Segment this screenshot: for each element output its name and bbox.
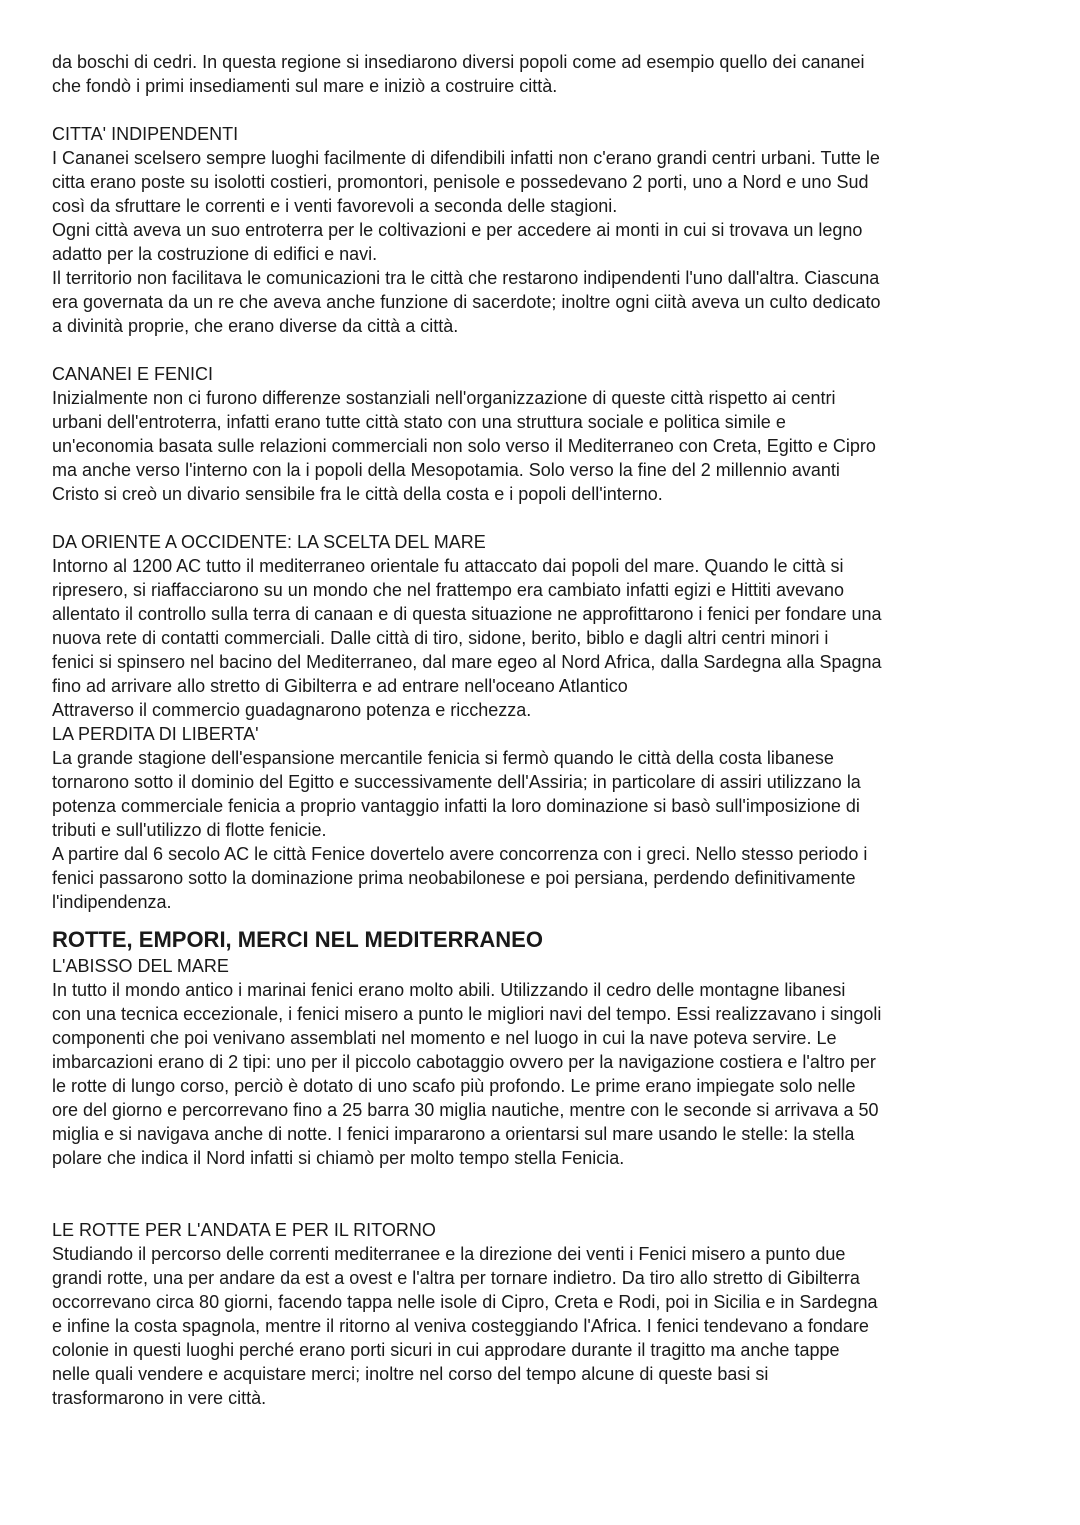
text-line: nelle quali vendere e acquistare merci; inoltre nel corso del tempo alcune di queste basi si	[52, 1364, 769, 1384]
text-line: ma anche verso l'interno con la i popoli della Mesopotamia. Solo verso la fine del 2 millennio avanti	[52, 460, 840, 480]
text-line: che fondò i primi insediamenti sul mare e iniziò a costruire città.	[52, 76, 558, 96]
chapter-heading: ROTTE, EMPORI, MERCI NEL MEDITERRANEO	[52, 927, 543, 952]
text-line: colonie in questi luoghi perché erano porti sicuri in cui approdare durante il tragitto ma anche tappe	[52, 1340, 840, 1360]
text-line: In tutto il mondo antico i marinai fenici erano molto abili. Utilizzando il cedro delle montagne libanesi	[52, 980, 846, 1000]
text-line: occorrevano circa 80 giorni, facendo tappa nelle isole di Cipro, Creta e Rodi, poi in Sicilia e in Sardegna	[52, 1292, 878, 1312]
text-line: fenici si spinsero nel bacino del Mediterraneo, dal mare egeo al Nord Africa, dalla Sardegna alla Spagna	[52, 652, 882, 672]
section	[52, 722, 1052, 914]
section	[52, 926, 1052, 1170]
text-line: fenici passarono sotto la dominazione prima neobabilonese e poi persiana, perdendo definitivamente	[52, 868, 856, 888]
text-line: ripresero, si riaffacciarono su un mondo che nel frattempo era cambiato infatti egizi e Hittiti avevano	[52, 580, 845, 600]
text-line: La grande stagione dell'espansione mercantile fenicia si fermò quando le città della costa libanese	[52, 748, 834, 768]
section	[52, 122, 1052, 338]
text-line: era governata da un re che aveva anche funzione di sacerdote; inoltre ogni ciità aveva un culto dedicato	[52, 292, 881, 312]
text-line: un'economia basata sulle relazioni commerciali non solo verso il Mediterraneo con Creta, Egitto e Cipro	[52, 436, 876, 456]
text-line: I Cananei scelsero sempre luoghi facilmente di difendibili infatti non c'erano grandi centri urbani. Tutte le	[52, 148, 880, 168]
text-line: Ogni città aveva un suo entroterra per le coltivazioni e per accedere ai monti in cui si trovava un legno	[52, 220, 863, 240]
spacer	[52, 98, 1052, 122]
text-line: Il territorio non facilitava le comunicazioni tra le città che restarono indipendenti l'uno dall'altra. Ciascuna	[52, 268, 880, 288]
text-line: ore del giorno e percorrevano fino a 25 barra 30 miglia nautiche, mentre con le seconde si arrivava a 50	[52, 1100, 879, 1120]
section-title: DA ORIENTE A OCCIDENTE: LA SCELTA DEL MARE	[52, 532, 486, 552]
text-line: miglia e si navigava anche di notte. I fenici impararono a orientarsi sul mare usando le stelle: la stella	[52, 1124, 855, 1144]
text-line: Inizialmente non ci furono differenze sostanziali nell'organizzazione di queste città rispetto ai centri	[52, 388, 836, 408]
text-line: così da sfruttare le correnti e i venti favorevoli a seconda delle stagioni.	[52, 196, 618, 216]
section	[52, 362, 1052, 506]
text-line: fino ad arrivare allo stretto di Gibilterra e ad entrare nell'oceano Atlantico	[52, 676, 628, 696]
text-line: Intorno al 1200 AC tutto il mediterraneo orientale fu attaccato dai popoli del mare. Quando le città si	[52, 556, 844, 576]
text-line: le rotte di lungo corso, perciò è dotato di uno scafo più profondo. Le prime erano impiegate solo nelle	[52, 1076, 856, 1096]
document-page	[52, 50, 1052, 1410]
text-line: tornarono sotto il dominio del Egitto e successivamente dell'Assiria; in particolare di assiri utilizzano la	[52, 772, 861, 792]
spacer	[52, 506, 1052, 530]
text-line: componenti che poi venivano assemblati nel momento e nel luogo in cui la nave poteva servire. Le	[52, 1028, 837, 1048]
section	[52, 530, 1052, 722]
section	[52, 1218, 1052, 1410]
section	[52, 50, 1052, 98]
section-title: CITTA' INDIPENDENTI	[52, 124, 239, 144]
text-line: imbarcazioni erano di 2 tipi: uno per il piccolo cabotaggio ovvero per la navigazione costiera e l'altro per	[52, 1052, 876, 1072]
text-line: A partire dal 6 secolo AC le città Fenice dovertelo avere concorrenza con i greci. Nello stesso periodo i	[52, 844, 868, 864]
text-line: nuova rete di contatti commerciali. Dalle città di tiro, sidone, berito, biblo e dagli altri centri minori i	[52, 628, 829, 648]
text-line: citta erano poste su isolotti costieri, promontori, penisole e possedevano 2 porti, uno a Nord e uno Sud	[52, 172, 869, 192]
text-line: urbani dell'entroterra, infatti erano tutte città stato con una struttura sociale e politica simile e	[52, 412, 786, 432]
text-line: potenza commerciale fenicia a proprio vantaggio infatti la loro dominazione si basò sull'imposizione di	[52, 796, 860, 816]
section-title: CANANEI E FENICI	[52, 364, 214, 384]
spacer	[52, 1170, 1052, 1218]
section-title: LE ROTTE PER L'ANDATA E PER IL RITORNO	[52, 1220, 436, 1240]
spacer	[52, 338, 1052, 362]
text-line: polare che indica il Nord infatti si chiamò per molto tempo stella Fenicia.	[52, 1148, 625, 1168]
text-line: Studiando il percorso delle correnti mediterranee e la direzione dei venti i Fenici misero a punto due	[52, 1244, 846, 1264]
text-line: l'indipendenza.	[52, 892, 172, 912]
text-line: Attraverso il commercio guadagnarono potenza e ricchezza.	[52, 700, 532, 720]
text-line: da boschi di cedri. In questa regione si insediarono diversi popoli come ad esempio quello dei cananei	[52, 52, 865, 72]
text-line: con una tecnica eccezionale, i fenici misero a punto le migliori navi del tempo. Essi realizzavano i singoli	[52, 1004, 882, 1024]
text-line: adatto per la costruzione di edifici e navi.	[52, 244, 378, 264]
text-line: grandi rotte, una per andare da est a ovest e l'altra per tornare indietro. Da tiro allo stretto di Gibilterra	[52, 1268, 860, 1288]
text-line: Cristo si creò un divario sensibile fra le città della costa e i popoli dell'interno.	[52, 484, 663, 504]
text-line: e infine la costa spagnola, mentre il ritorno al veniva costeggiando l'Africa. I fenici tendevano a fondare	[52, 1316, 869, 1336]
text-line: tributi e sull'utilizzo di flotte fenicie.	[52, 820, 327, 840]
text-line: allentato il controllo sulla terra di canaan e di questa situazione ne approfittarono i fenici per fondare una	[52, 604, 882, 624]
section-title: L'ABISSO DEL MARE	[52, 956, 229, 976]
text-line: a divinità proprie, che erano diverse da città a città.	[52, 316, 459, 336]
text-line: trasformarono in vere città.	[52, 1388, 267, 1408]
section-title: LA PERDITA DI LIBERTA'	[52, 724, 259, 744]
